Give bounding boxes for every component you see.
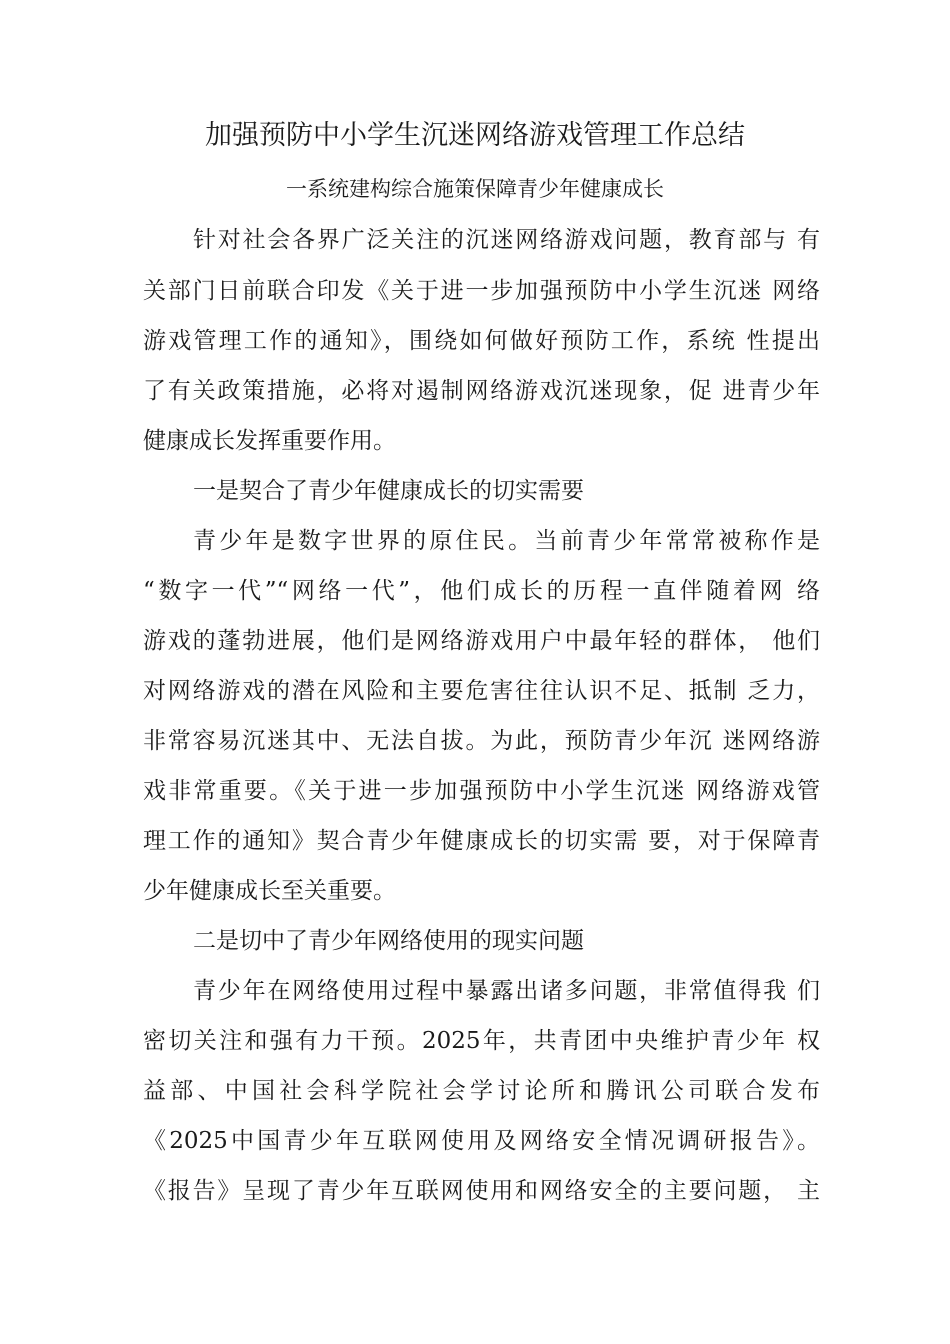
document-subtitle: 一系统建构综合施策保障青少年健康成长 [286,177,664,201]
paragraph-line: 青少年在网络使用过程中暴露出诸多问题，非常值得我 们 [193,978,820,1004]
paragraph-line: 戏非常重要。《关于进一步加强预防中小学生沉迷 网络游戏管 [143,778,820,804]
paragraph-line: 少年健康成长至关重要。 [143,878,396,904]
section-heading: 二是切中了青少年网络使用的现实问题 [193,928,584,954]
paragraph-line: 益部、中国社会科学院社会学讨论所和腾讯公司联合发布 [143,1078,820,1104]
paragraph-line: 非常容易沉迷其中、无法自拔。为此，预防青少年沉 迷网络游 [143,728,820,754]
paragraph-line: 游戏管理工作的通知》，围绕如何做好预防工作，系统 性提出 [143,328,820,354]
paragraph-line: 针对社会各界广泛关注的沉迷网络游戏问题，教育部与 有 [193,227,820,253]
paragraph-line: “数字一代”“网络一代”，他们成长的历程一直伴随着网 络 [143,578,820,604]
section-heading: 一是契合了青少年健康成长的切实需要 [193,478,584,504]
paragraph-line: 青少年是数字世界的原住民。当前青少年常常被称作是 [193,528,820,554]
paragraph-line: 理工作的通知》契合青少年健康成长的切实需 要，对于保障青 [143,828,820,854]
paragraph-line: 对网络游戏的潜在风险和主要危害往往认识不足、抵制 乏力， [143,678,820,704]
paragraph-line: 游戏的蓬勃进展，他们是网络游戏用户中最年轻的群体， 他们 [143,628,820,654]
paragraph-line: 关部门日前联合印发《关于进一步加强预防中小学生沉迷 网络 [143,278,820,304]
document-title: 加强预防中小学生沉迷网络游戏管理工作总结 [205,120,745,151]
paragraph-line: 《报告》呈现了青少年互联网使用和网络安全的主要问题， 主 [143,1178,820,1204]
paragraph-line: 健康成长发挥重要作用。 [143,428,396,454]
paragraph-line: 了有关政策措施，必将对遏制网络游戏沉迷现象，促 进青少年 [143,378,820,404]
paragraph-line: 《2025中国青少年互联网使用及网络安全情况调研报告》。 [143,1128,820,1154]
paragraph-line: 密切关注和强有力干预。2025年，共青团中央维护青少年 权 [143,1028,820,1054]
